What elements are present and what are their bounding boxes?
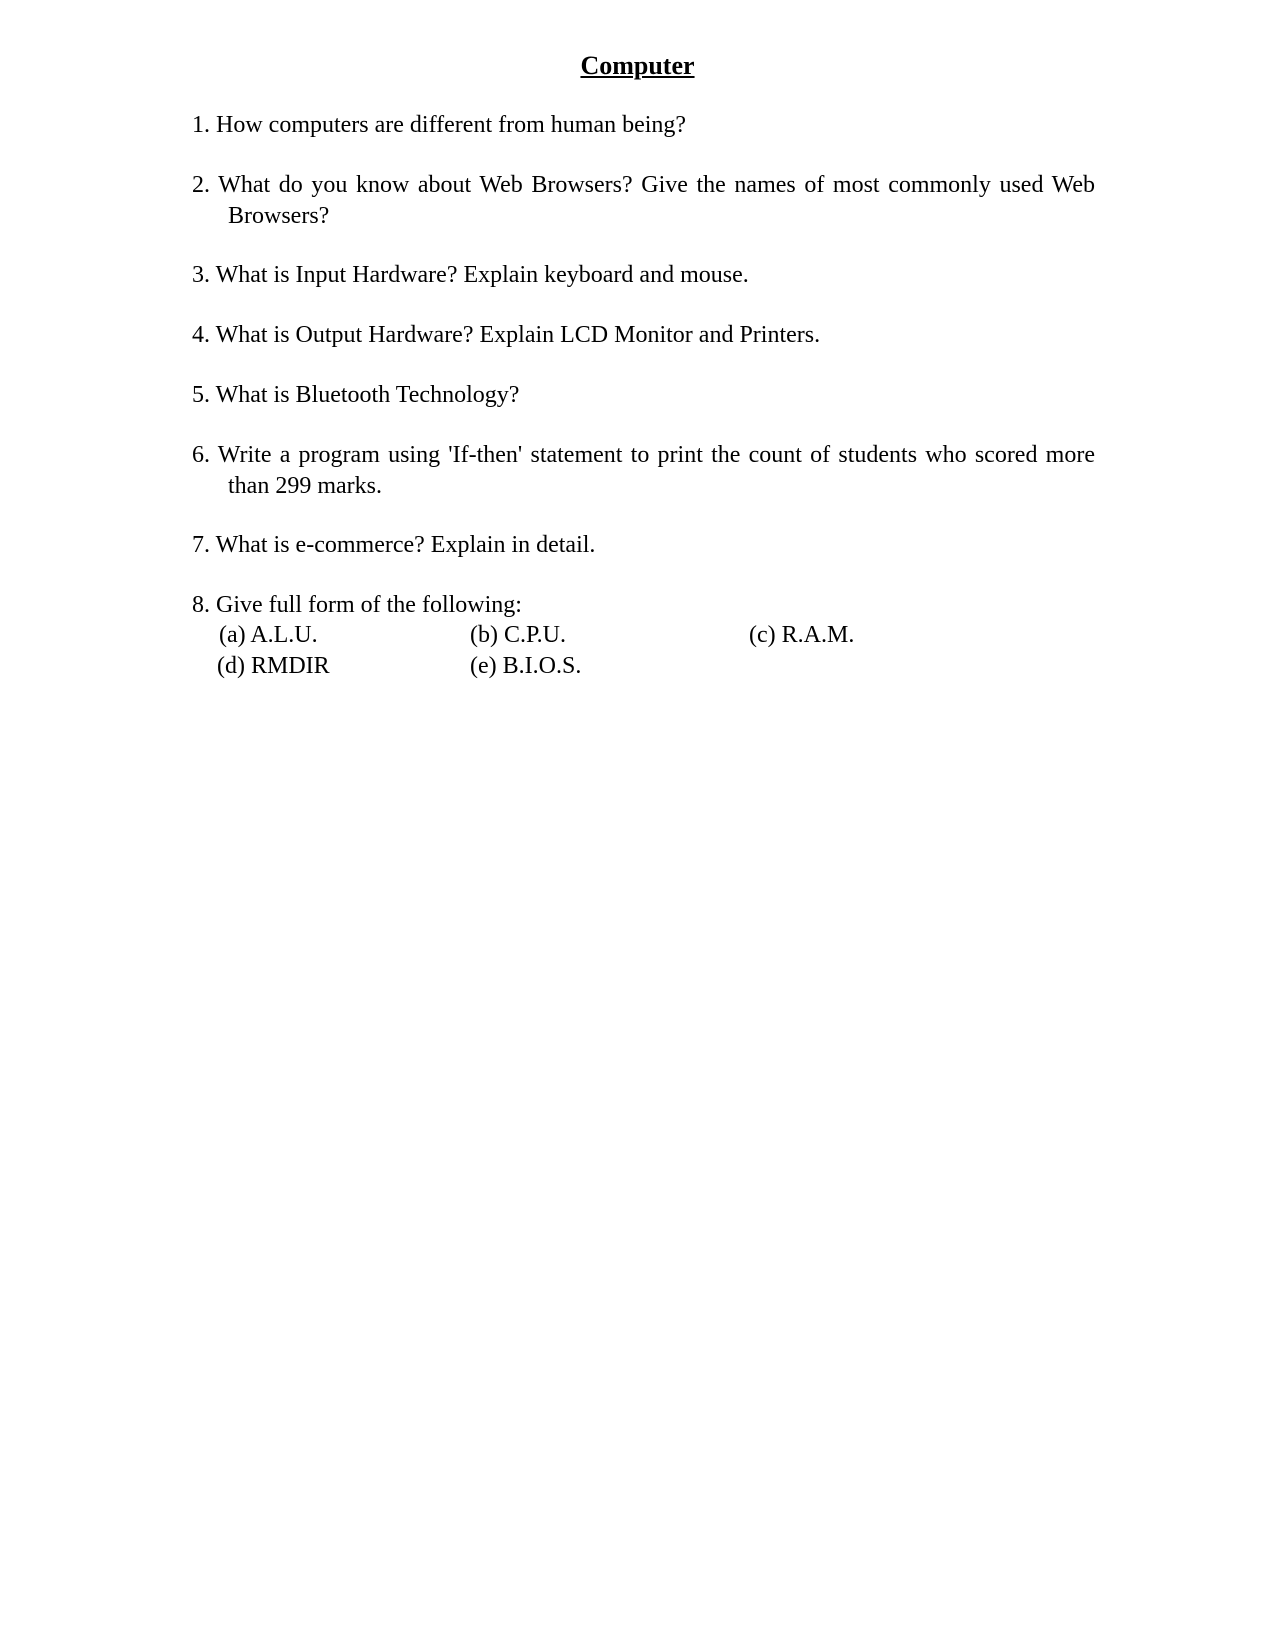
question-text: What is Input Hardware? Explain keyboard and mouse. [215, 262, 749, 288]
question-text: What is Output Hardware? Explain LCD Monitor and Printers. [215, 322, 821, 348]
question-6 [192, 440, 1095, 502]
question-text: What do you know about Web Browsers? Give the names of most commonly used Web Browsers? [218, 172, 1095, 229]
question-4 [192, 320, 1095, 351]
question-number: 8. [192, 592, 210, 618]
question-text: What is e-commerce? Explain in detail. [215, 532, 596, 558]
question-2 [192, 170, 1095, 232]
question-text: What is Bluetooth Technology? [215, 382, 520, 408]
question-7 [192, 530, 1095, 561]
option-b: (b) C.P.U. [470, 622, 567, 648]
option-a: (a) A.L.U. [219, 622, 318, 648]
option-c: (c) R.A.M. [749, 622, 855, 648]
option-e: (e) B.I.O.S. [470, 653, 582, 679]
option-d: (d) RMDIR [217, 653, 330, 679]
question-8 [192, 590, 1095, 621]
question-3 [192, 260, 1095, 291]
question-1 [192, 110, 1095, 141]
question-number: 5. [192, 382, 210, 408]
question-5 [192, 380, 1095, 411]
page-title: Computer [580, 51, 695, 80]
question-number: 6. [192, 442, 210, 468]
question-number: 4. [192, 322, 210, 348]
question-number: 7. [192, 532, 210, 558]
question-number: 1. [192, 112, 210, 138]
question-number: 3. [192, 262, 210, 288]
question-text: Give full form of the following: [216, 592, 522, 618]
question-number: 2. [192, 172, 210, 198]
question-text: Write a program using 'If-then' statement to print the count of students who scored more than 299 marks. [217, 442, 1095, 499]
question-text: How computers are different from human being? [216, 112, 687, 138]
